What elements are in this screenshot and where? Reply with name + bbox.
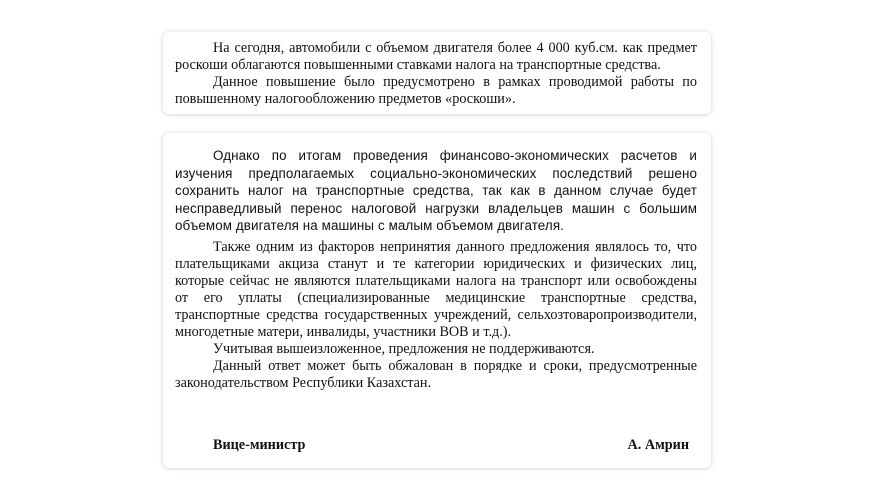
document-fragment-response	[163, 133, 711, 468]
paragraph-tax-increase: Данное повышение было предусмотрено в рамках проводимой работы по повышенному налогообложению предметов «роскоши».	[175, 74, 697, 107]
paragraph-appeal-notice: Данный ответ может быть обжалован в порядке и сроки, предусмотренные законодательством Республики Казахстан.	[175, 357, 697, 391]
paragraph-calculation-results: Однако по итогам проведения финансово-экономических расчетов и изучения предполагаемых социально-экономических последствий решено сохранить налог на транспортные средства, так как в данном случае будет несправедливый перенос налоговой нагрузки владельцев машин с большим объемом двигателя на машины с малым объемом двигателя.	[175, 148, 697, 233]
paragraph-luxury-tax: На сегодня, автомобили с объемом двигателя более 4 000 куб.см. как предмет роскоши облагаются повышенными ставками налога на транспортные средства.	[175, 40, 697, 73]
signature-position: Вице-министр	[213, 437, 306, 453]
paragraph-excise-factors: Также одним из факторов непринятия данного предложения являлось то, что плательщиками акциза станут и те категории юридических и физических лиц, которые сейчас не являются плательщиками налога на транспорт или освобождены от его уплаты (специализированные медицинские транспортные средства, транспортные средства государственных учреждений, сельхозтоваропроизводители, многодетные матери, инвалиды, участники ВОВ и т.д.).	[175, 238, 697, 340]
signature-block	[213, 437, 689, 454]
paragraph-conclusion: Учитывая вышеизложенное, предложения не поддерживаются.	[213, 340, 595, 357]
signature-name: А. Амрин	[627, 437, 689, 453]
document-fragment-intro	[163, 32, 711, 114]
